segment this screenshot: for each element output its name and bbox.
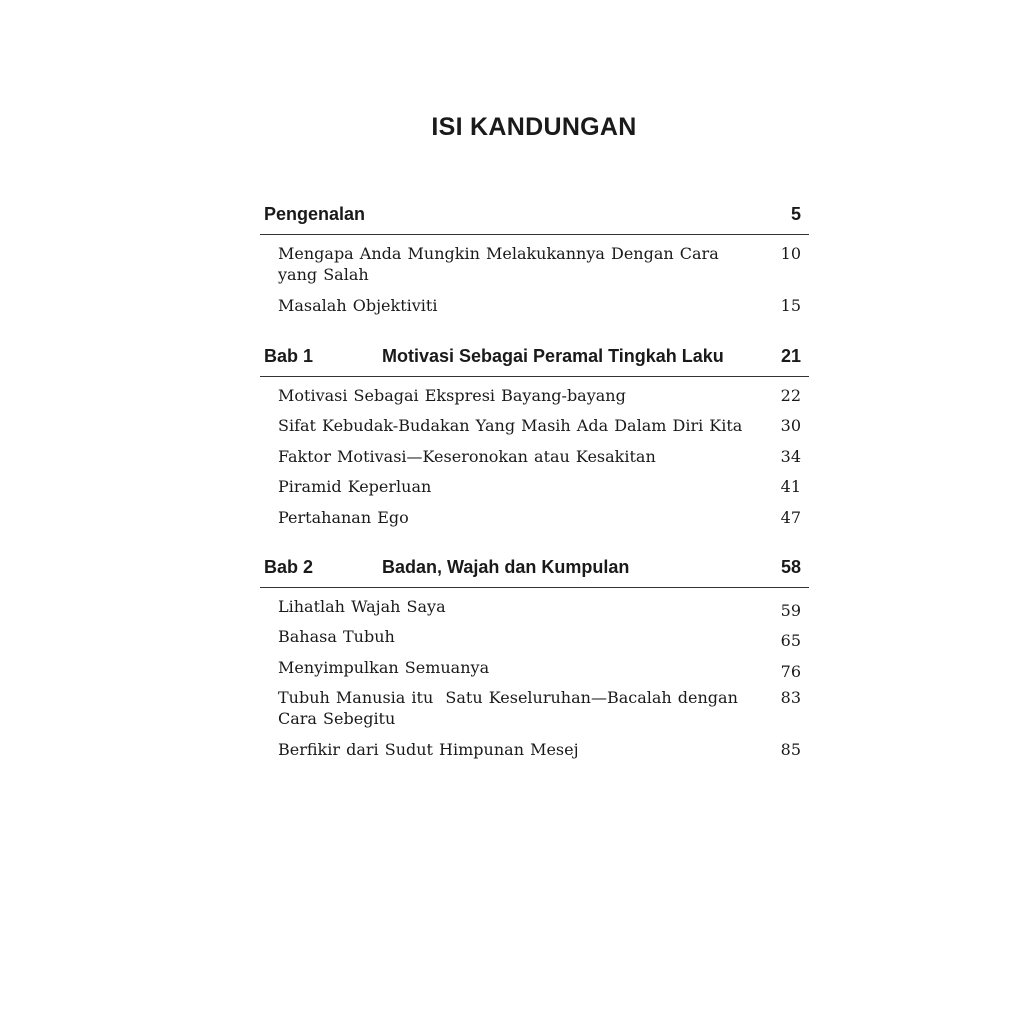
- toc-entry-title: Motivasi Sebagai Ekspresi Bayang-bayang: [278, 385, 626, 405]
- toc-entry-page: 15: [780, 295, 801, 315]
- section-title: Motivasi Sebagai Peramal Tingkah Laku: [382, 345, 724, 366]
- section-header: [260, 200, 809, 235]
- toc-entry-title: Piramid Keperluan: [278, 477, 432, 496]
- toc-entry: [260, 687, 809, 729]
- section-page-number: 5: [790, 204, 801, 224]
- toc-entry-title: Faktor Motivasi—Keseronokan atau Kesakitan: [278, 446, 656, 466]
- toc-entry: [260, 243, 809, 285]
- toc-entry-page: 47: [780, 507, 801, 527]
- toc-entry-page: 85: [780, 739, 801, 759]
- toc-entry-title: Menyimpulkan Semuanya: [278, 657, 490, 677]
- toc-entry: [260, 507, 809, 528]
- toc-entry: [260, 657, 809, 681]
- section-page-number: 58: [780, 556, 801, 577]
- toc-entry-page: 65: [780, 631, 801, 650]
- section-label: Bab 1: [264, 345, 314, 366]
- page-title: ISI KANDUNGAN: [431, 113, 637, 141]
- toc-entry-title: Bahasa Tubuh: [278, 627, 395, 646]
- toc-entry: [260, 596, 809, 620]
- toc-entry-page: 22: [780, 385, 801, 405]
- toc-section-bab-2: [260, 553, 809, 760]
- toc-entry-title: Mengapa Anda Mungkin Melakukannya Dengan Cara yang Salah: [278, 244, 719, 284]
- section-label: Bab 2: [264, 556, 314, 577]
- section-label: Pengenalan: [264, 204, 366, 224]
- table-of-contents: [260, 200, 809, 769]
- toc-section-intro: [260, 200, 809, 316]
- toc-entry-page: 34: [780, 446, 801, 466]
- toc-entry-page: 30: [780, 416, 801, 435]
- toc-entry-page: 10: [780, 244, 801, 263]
- toc-entry-title: Pertahanan Ego: [278, 507, 409, 527]
- toc-entry: [260, 385, 809, 406]
- toc-entry-page: 76: [780, 661, 801, 681]
- toc-section-bab-1: [260, 342, 809, 528]
- toc-entry-page: 83: [780, 688, 801, 707]
- toc-entry-title: Lihatlah Wajah Saya: [278, 596, 446, 616]
- toc-entry: [260, 415, 809, 436]
- toc-entry: [260, 295, 809, 316]
- toc-entry-title: Berfikir dari Sudut Himpunan Mesej: [278, 739, 579, 759]
- toc-entry-title: Tubuh Manusia itu Satu Keseluruhan—Bacalah dengan Cara Sebegitu: [278, 688, 744, 728]
- section-page-number: 21: [780, 345, 801, 366]
- toc-entry-page: 41: [780, 477, 801, 496]
- toc-entry-page: 59: [780, 600, 801, 620]
- toc-entry: [260, 626, 809, 650]
- toc-entry-title: Masalah Objektiviti: [278, 295, 438, 315]
- section-header: [260, 342, 809, 377]
- toc-entry: [260, 476, 809, 497]
- toc-entry: [260, 739, 809, 760]
- section-title: Badan, Wajah dan Kumpulan: [382, 556, 630, 577]
- toc-entry: [260, 446, 809, 467]
- section-header: [260, 553, 809, 588]
- toc-entry-title: Sifat Kebudak-Budakan Yang Masih Ada Dalam Diri Kita: [278, 416, 743, 435]
